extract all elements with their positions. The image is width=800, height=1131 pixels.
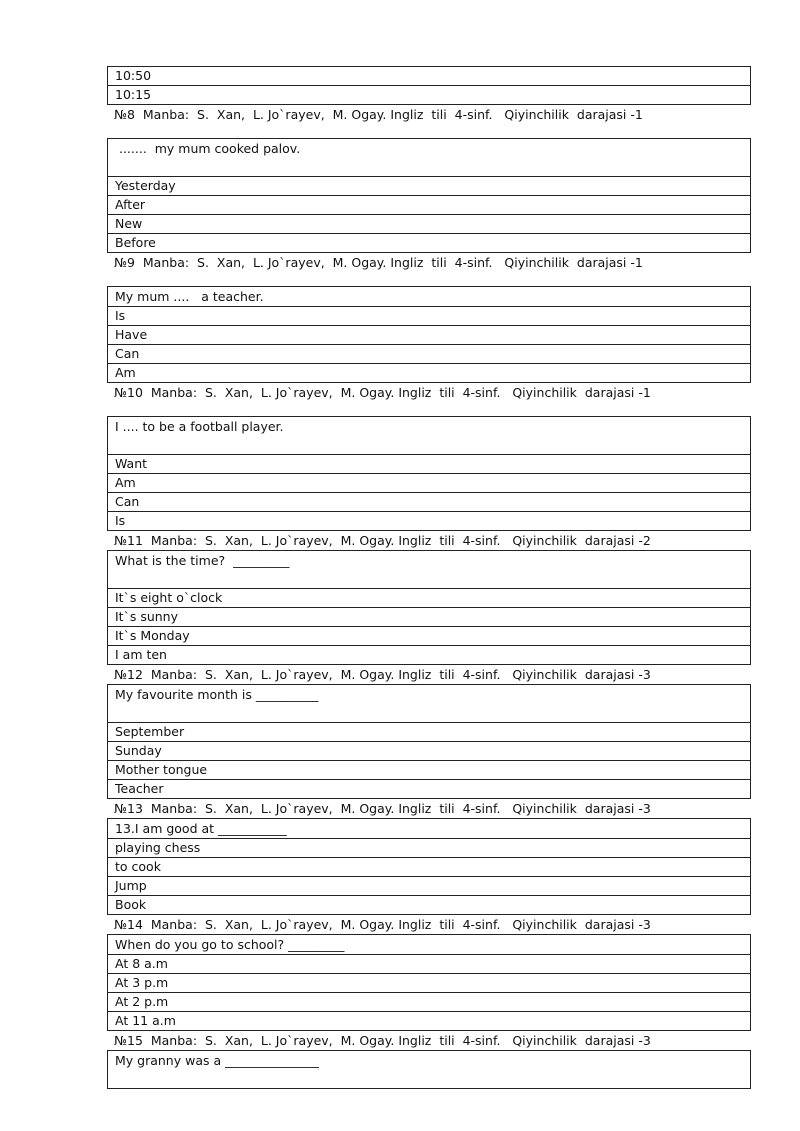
- option-row: Am: [108, 363, 750, 382]
- option-row: Want: [115, 456, 148, 471]
- question-prompt: What is the time? _________: [108, 551, 750, 589]
- question-table: [107, 684, 751, 799]
- question-prompt: My mum .... a teacher.: [108, 287, 750, 307]
- option-row: Yesterday: [115, 178, 176, 193]
- test-document: [107, 66, 751, 1089]
- option-row: Jump: [108, 876, 750, 895]
- option-row: Mother tongue: [108, 760, 750, 779]
- question-table: [107, 818, 751, 915]
- question-table: [107, 550, 751, 665]
- question-table: [107, 1050, 751, 1089]
- option-row: Sunday: [108, 741, 750, 760]
- option-row: After: [108, 195, 750, 214]
- top-options-table: [107, 66, 751, 105]
- question-table: [107, 138, 751, 253]
- option-row: At 3 p.m: [108, 973, 750, 992]
- option-row: New: [108, 214, 750, 233]
- option-row: Teacher: [108, 779, 750, 798]
- option-row: I am ten: [108, 645, 750, 664]
- option-row: 10:50: [115, 68, 152, 83]
- option-row: Before: [108, 233, 750, 252]
- question-prompt: ....... my mum cooked palov.: [108, 139, 750, 177]
- question-table: [107, 416, 751, 531]
- question-prompt: My granny was a _______________: [115, 1053, 319, 1068]
- question-header: №8 Manba: S. Xan, L. Jo`rayev, M. Ogay. Ingliz tili 4-sinf. Qiyinchilik darajasi -1: [114, 107, 643, 122]
- question-header: №14 Manba: S. Xan, L. Jo`rayev, M. Ogay. Ingliz tili 4-sinf. Qiyinchilik darajasi -3: [114, 917, 651, 932]
- question-table: [107, 934, 751, 1031]
- option-row: It`s sunny: [108, 607, 750, 626]
- option-row: It`s eight o`clock: [115, 590, 223, 605]
- option-row: At 11 a.m: [108, 1011, 750, 1030]
- option-row: At 2 p.m: [108, 992, 750, 1011]
- question-prompt: 13.I am good at ___________: [108, 819, 750, 839]
- option-row: September: [115, 724, 185, 739]
- option-row: Have: [108, 325, 750, 344]
- option-row: Is: [108, 511, 750, 530]
- option-row: Can: [108, 492, 750, 511]
- option-row: 10:15: [108, 85, 750, 104]
- question-prompt: When do you go to school? _________: [108, 935, 750, 955]
- question-header: №13 Manba: S. Xan, L. Jo`rayev, M. Ogay. Ingliz tili 4-sinf. Qiyinchilik darajasi -3: [114, 801, 651, 816]
- option-row: Am: [108, 473, 750, 492]
- question-header: №10 Manba: S. Xan, L. Jo`rayev, M. Ogay. Ingliz tili 4-sinf. Qiyinchilik darajasi -1: [114, 385, 651, 400]
- option-row: Can: [108, 344, 750, 363]
- question-header: №15 Manba: S. Xan, L. Jo`rayev, M. Ogay. Ingliz tili 4-sinf. Qiyinchilik darajasi -3: [114, 1033, 651, 1048]
- option-row: It`s Monday: [108, 626, 750, 645]
- question-header: №9 Manba: S. Xan, L. Jo`rayev, M. Ogay. Ingliz tili 4-sinf. Qiyinchilik darajasi -1: [114, 255, 643, 270]
- option-row: Is: [115, 308, 126, 323]
- option-row: to cook: [108, 857, 750, 876]
- question-prompt: I .... to be a football player.: [108, 417, 750, 455]
- option-row: playing chess: [115, 840, 201, 855]
- question-table: [107, 286, 751, 383]
- option-row: Book: [108, 895, 750, 914]
- question-header: №11 Manba: S. Xan, L. Jo`rayev, M. Ogay. Ingliz tili 4-sinf. Qiyinchilik darajasi -2: [114, 533, 651, 548]
- question-prompt: My favourite month is __________: [108, 685, 750, 723]
- question-header: №12 Manba: S. Xan, L. Jo`rayev, M. Ogay. Ingliz tili 4-sinf. Qiyinchilik darajasi -3: [114, 667, 651, 682]
- option-row: At 8 a.m: [115, 956, 168, 971]
